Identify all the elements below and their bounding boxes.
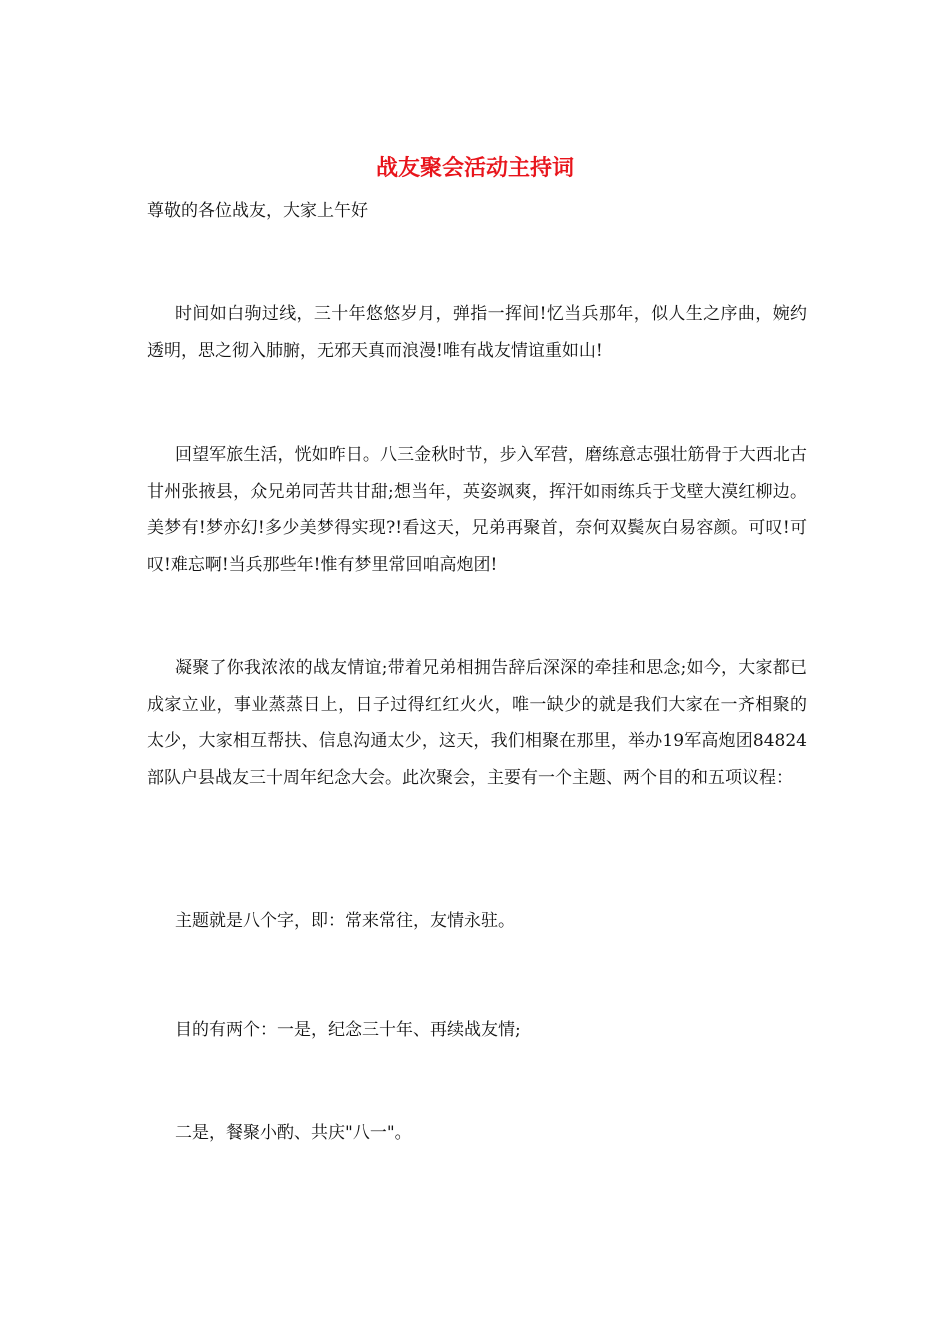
paragraph-6: 二是，餐聚小酌、共庆"八一"。 xyxy=(175,1123,412,1143)
paragraph-2: 回望军旅生活，恍如昨日。八三金秋时节，步入军营，磨练意志强壮筋骨于大西北古甘州张掖县，众兄弟同苦共甘甜;想当年，英姿飒爽，挥汗如雨练兵于戈壁大漠红柳边。美梦有!梦亦幻!多少美梦得实现?!看这天，兄弟再聚首，奈何双鬓灰白易容颜。可叹!可叹!难忘啊!当兵那些年!惟有梦里常回咱高炮团! xyxy=(147,445,807,575)
salutation: 尊敬的各位战友，大家上午好 xyxy=(147,201,368,221)
paragraph-3: 凝聚了你我浓浓的战友情谊;带着兄弟相拥告辞后深深的牵挂和思念;如今，大家都已成家立业，事业蒸蒸日上，日子过得红红火火，唯一缺少的就是我们大家在一齐相聚的太少，大家相互帮扶、信息沟通太少，这天，我们相聚在那里，举办19军高炮团84824部队户县战友三十周年纪念大会。此次聚会，主要有一个主题、两个目的和五项议程： xyxy=(147,658,807,788)
paragraph-1: 时间如白驹过线，三十年悠悠岁月，弹指一挥间!忆当兵那年，似人生之序曲，婉约透明，思之彻入肺腑，无邪天真而浪漫!唯有战友情谊重如山! xyxy=(147,304,807,361)
paragraph-5: 目的有两个：一是，纪念三十年、再续战友情; xyxy=(175,1020,521,1040)
document-title: 战友聚会活动主持词 xyxy=(375,155,574,181)
paragraph-4: 主题就是八个字，即：常来常往，友情永驻。 xyxy=(175,911,515,931)
